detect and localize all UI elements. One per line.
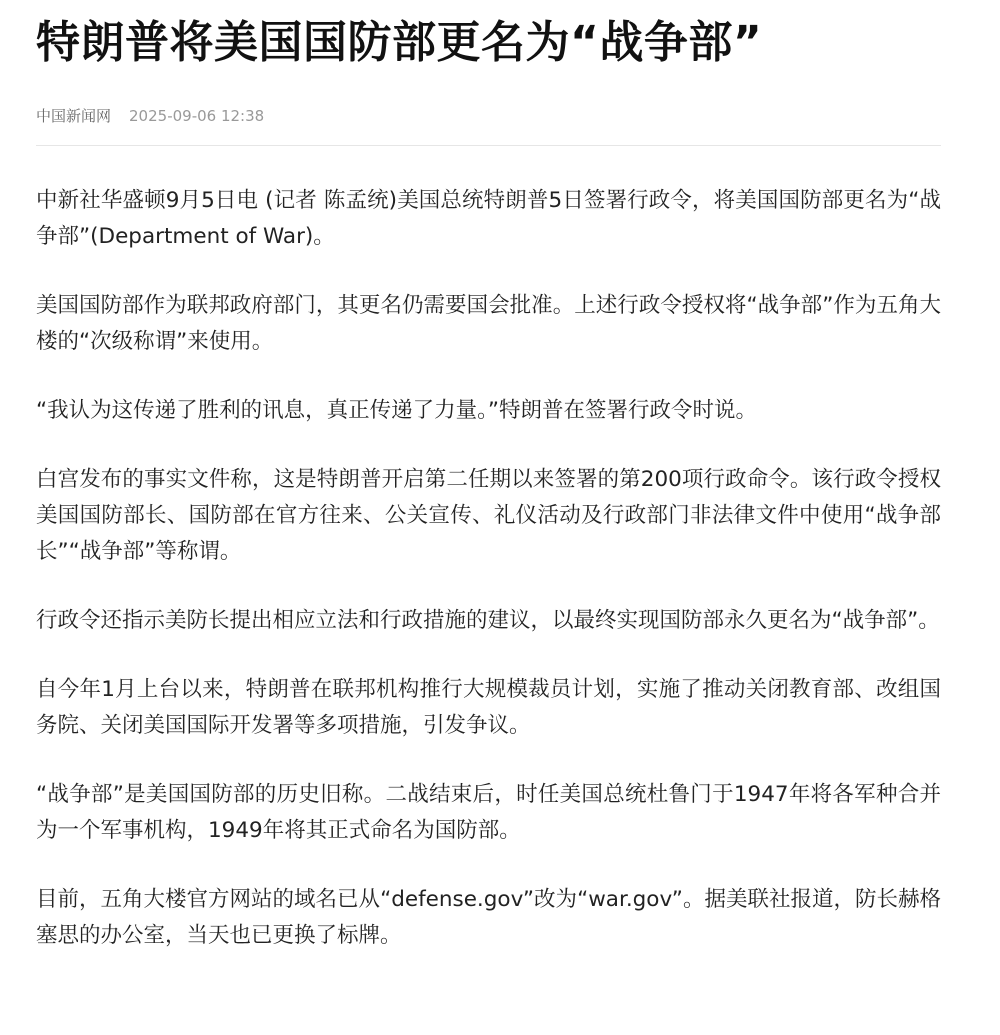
divider <box>36 145 941 146</box>
article-title: 特朗普将美国国防部更名为“战争部” <box>36 17 763 68</box>
article-paragraph: 中新社华盛顿9月5日电 (记者 陈孟统)美国总统特朗普5日签署行政令，将美国国防部更名为“战争部”(Department of War)。 <box>36 188 941 249</box>
article-time: 2025-09-06 12:38 <box>129 107 265 125</box>
article-body <box>36 183 941 954</box>
article-paragraph: 自今年1月上台以来，特朗普在联邦机构推行大规模裁员计划，实施了推动关闭教育部、改组国务院、关闭美国国际开发署等多项措施，引发争议。 <box>36 677 941 738</box>
article-paragraph: 白宫发布的事实文件称，这是特朗普开启第二任期以来签署的第200项行政命令。该行政令授权美国国防部长、国防部在官方往来、公关宣传、礼仪活动及行政部门非法律文件中使用“战争部长”“战争部”等称谓。 <box>36 467 941 564</box>
article <box>36 0 941 987</box>
article-paragraph: 美国国防部作为联邦政府部门，其更名仍需要国会批准。上述行政令授权将“战争部”作为五角大楼的“次级称谓”来使用。 <box>36 293 941 354</box>
article-paragraph: “我认为这传递了胜利的讯息，真正传递了力量。”特朗普在签署行政令时说。 <box>36 398 758 423</box>
article-meta <box>36 105 941 127</box>
article-paragraph: 行政令还指示美防长提出相应立法和行政措施的建议，以最终实现国防部永久更名为“战争部”。 <box>36 608 940 633</box>
article-source[interactable]: 中国新闻网 <box>36 107 112 125</box>
article-paragraph: “战争部”是美国国防部的历史旧称。二战结束后，时任美国总统杜鲁门于1947年将各军种合并为一个军事机构，1949年将其正式命名为国防部。 <box>36 782 941 843</box>
article-paragraph: 目前，五角大楼官方网站的域名已从“defense.gov”改为“war.gov”。据美联社报道，防长赫格塞思的办公室，当天也已更换了标牌。 <box>36 887 941 948</box>
